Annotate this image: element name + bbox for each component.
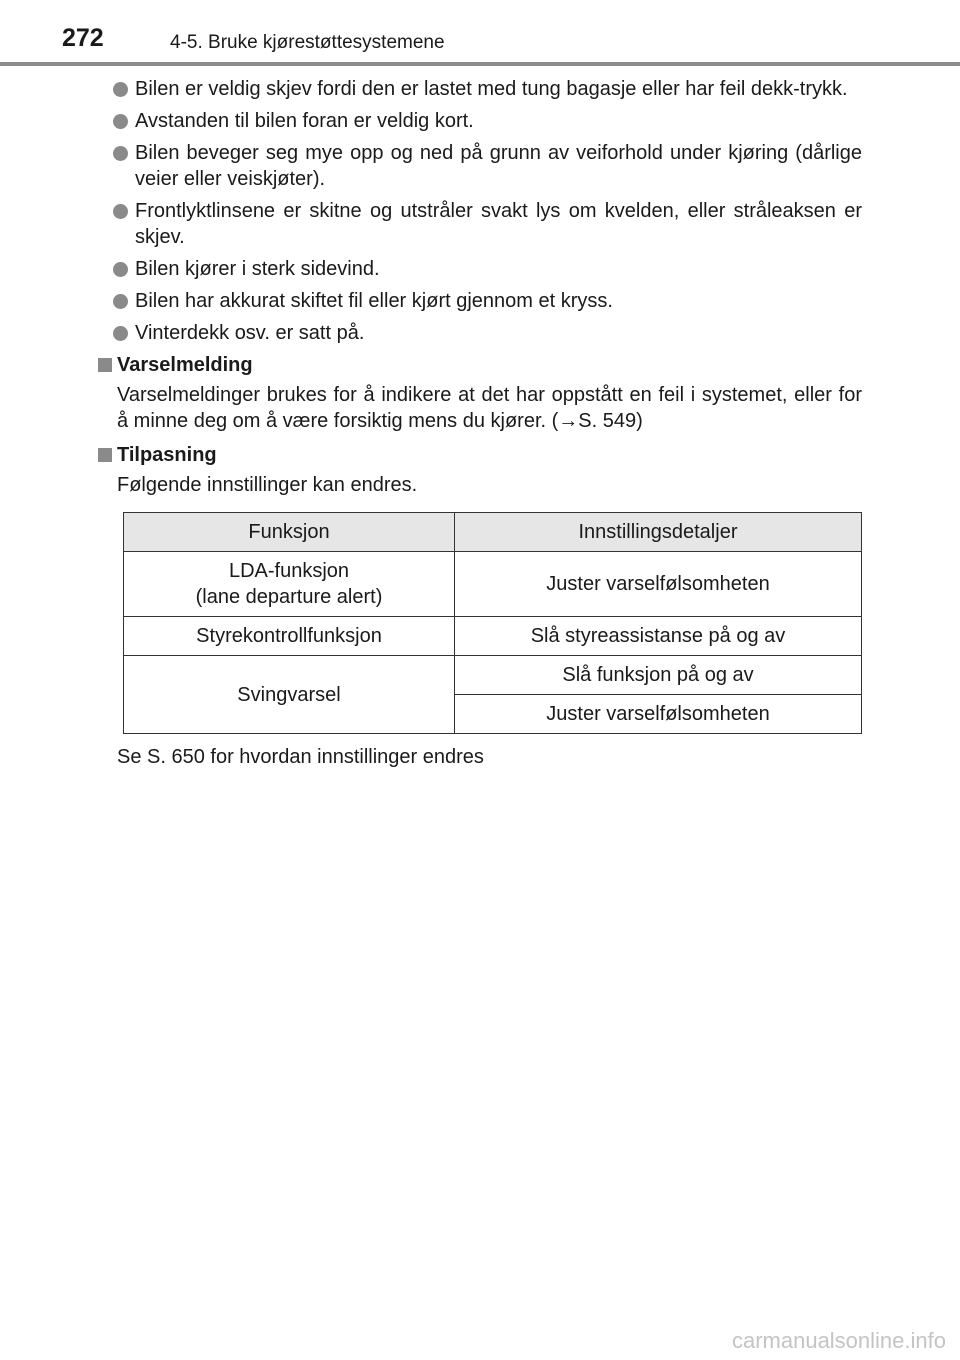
- list-item: [94, 108, 862, 134]
- customization-intro: Følgende innstillinger kan endres.: [117, 474, 418, 496]
- bullet-text: Frontlyktlinsene er skitne og utstråler svakt lys om kvelden, eller stråleaksen er skjev.: [135, 200, 862, 248]
- bullet-text: Bilen er veldig skjev fordi den er lastet med tung bagasje eller har feil dekk-trykk.: [135, 78, 848, 100]
- customization-section: [94, 442, 862, 770]
- list-item: [94, 140, 862, 192]
- table-row: [124, 617, 862, 656]
- column-header-function: Funksjon: [124, 513, 455, 552]
- bullet-text: Avstanden til bilen foran er veldig kort.: [135, 110, 474, 132]
- bullet-icon: [113, 114, 128, 129]
- section-title: 4-5. Bruke kjørestøttesystemene: [170, 32, 445, 53]
- list-item: [94, 320, 862, 346]
- page-content: [94, 76, 862, 770]
- detail-cell: Juster varselfølsomheten: [455, 552, 862, 617]
- bullet-text: Bilen beveger seg mye opp og ned på grunn av veiforhold under kjøring (dårlige veier eller veiskjøter).: [135, 142, 862, 190]
- bullet-icon: [113, 146, 128, 161]
- list-item: [94, 256, 862, 282]
- bullet-text: Bilen har akkurat skiftet fil eller kjørt gjennom et kryss.: [135, 290, 613, 312]
- list-item: [94, 198, 862, 250]
- detail-cell: Slå funksjon på og av: [455, 656, 862, 695]
- function-cell-sway: Svingvarsel: [124, 656, 455, 734]
- detail-cell: Juster varselfølsomheten: [455, 695, 862, 734]
- square-bullet-icon: [98, 448, 112, 462]
- table-row: [124, 656, 862, 695]
- function-cell-steering: Styrekontrollfunksjon: [124, 617, 455, 656]
- bullet-icon: [113, 82, 128, 97]
- condition-list: [94, 76, 862, 346]
- page-number: 272: [62, 24, 104, 52]
- page-header: [0, 0, 960, 68]
- bullet-icon: [113, 326, 128, 341]
- square-bullet-icon: [98, 358, 112, 372]
- customization-heading: [94, 442, 862, 468]
- warning-heading-text: Varselmelding: [117, 354, 253, 376]
- settings-table: [123, 512, 862, 734]
- header-rule: [0, 62, 960, 66]
- list-item: [94, 288, 862, 314]
- warning-section: [94, 352, 862, 434]
- customization-heading-text: Tilpasning: [117, 444, 217, 466]
- column-header-details: Innstillingsdetaljer: [455, 513, 862, 552]
- settings-note: Se S. 650 for hvordan innstillinger endres: [117, 746, 484, 768]
- table-row: [124, 552, 862, 617]
- bullet-icon: [113, 294, 128, 309]
- bullet-text: Bilen kjører i sterk sidevind.: [135, 258, 380, 280]
- warning-text: Varselmeldinger brukes for å indikere at det har oppstått en feil i systemet, eller for å minne deg om å være forsiktig mens du kjører. (→S. 549): [117, 384, 862, 432]
- bullet-text: Vinterdekk osv. er satt på.: [135, 322, 365, 344]
- watermark: carmanualsonline.info: [731, 1328, 946, 1353]
- list-item: [94, 76, 862, 102]
- function-name: LDA-funksjon: [228, 560, 350, 582]
- table-header-row: [124, 513, 862, 552]
- function-subname: (lane departure alert): [195, 586, 383, 608]
- function-cell-lda: [124, 552, 455, 617]
- warning-heading: [94, 352, 862, 378]
- bullet-icon: [113, 204, 128, 219]
- bullet-icon: [113, 262, 128, 277]
- detail-cell: Slå styreassistanse på og av: [455, 617, 862, 656]
